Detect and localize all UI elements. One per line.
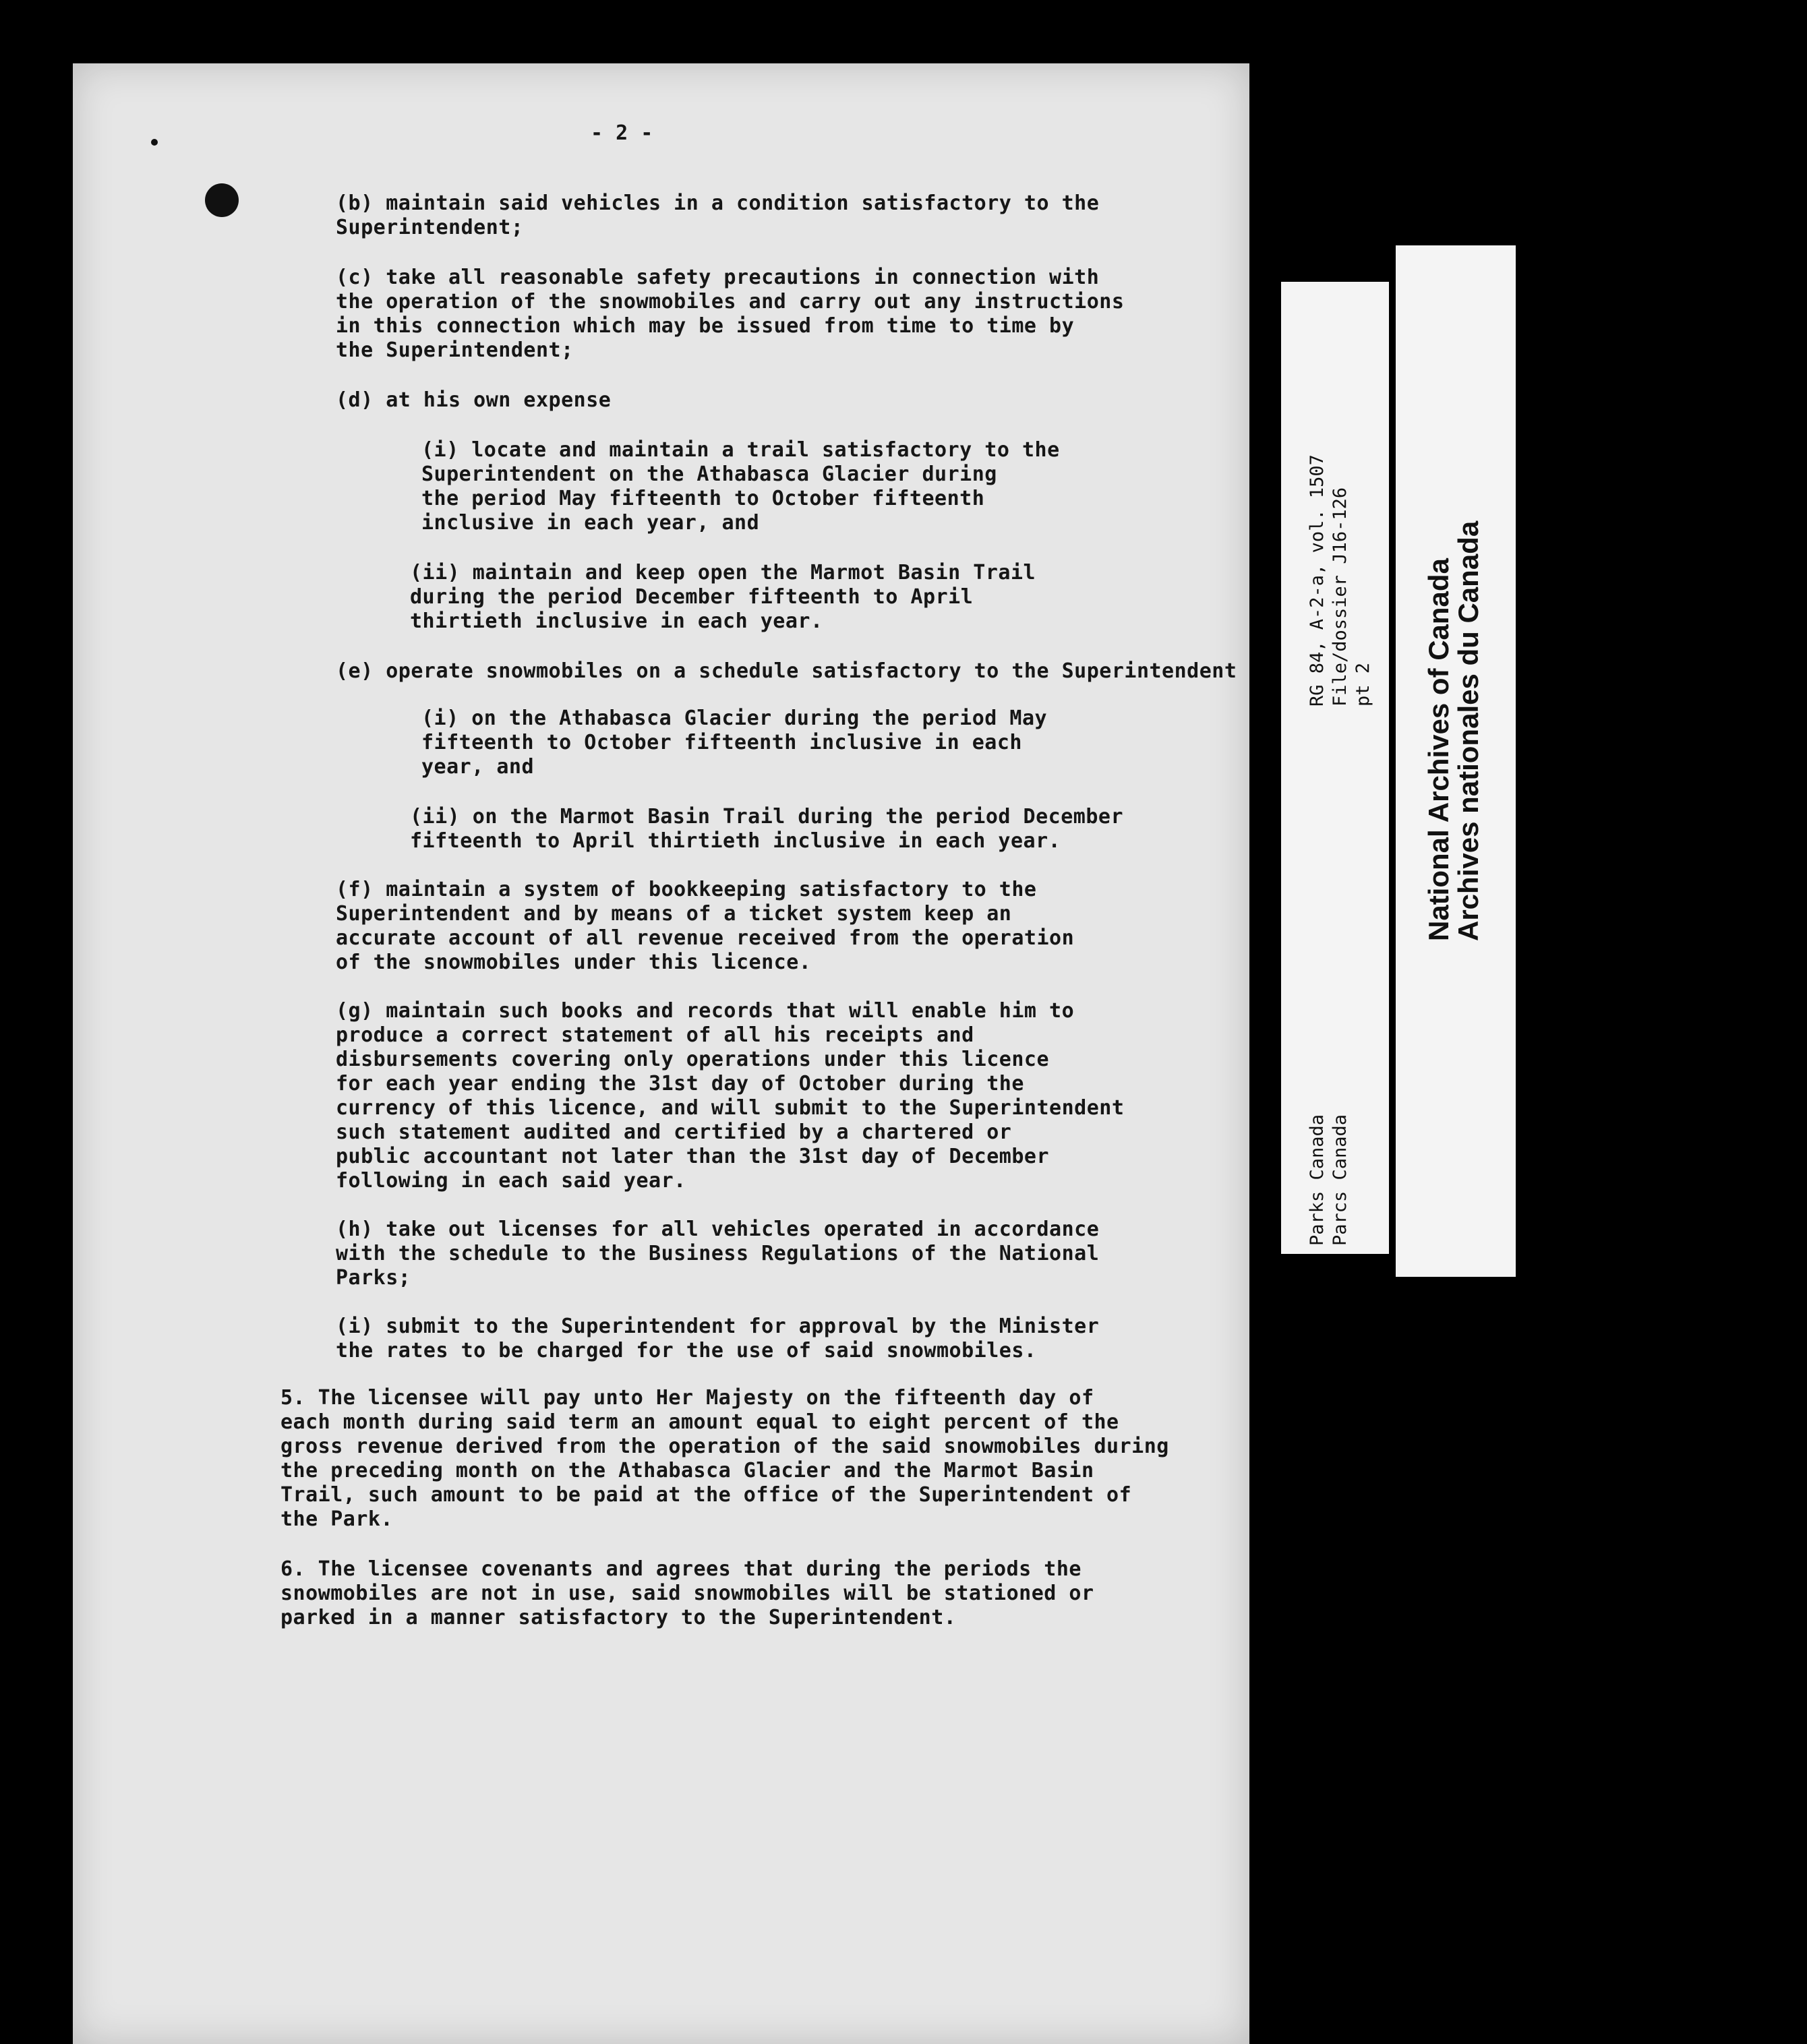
line: Trail, such amount to be paid at the office of the Superintendent of bbox=[280, 1483, 1132, 1507]
archive-reference-label bbox=[1281, 282, 1389, 1254]
line: accurate account of all revenue received from the operation bbox=[336, 926, 1075, 950]
line: (b) maintain said vehicles in a condition satisfactory to the bbox=[336, 191, 1100, 215]
line: (ii) on the Marmot Basin Trail during the period December bbox=[410, 805, 1124, 829]
agency-line: Parks Canada bbox=[1307, 1114, 1328, 1246]
archives-line: Archives nationales du Canada bbox=[1452, 520, 1484, 941]
line: with the schedule to the Business Regulations of the National bbox=[336, 1242, 1100, 1265]
line: (i) submit to the Superintendent for approval by the Minister bbox=[336, 1315, 1100, 1338]
line: (f) maintain a system of bookkeeping satisfactory to the bbox=[336, 878, 1037, 901]
reference-line: pt 2 bbox=[1353, 662, 1373, 707]
line: gross revenue derived from the operation of the said snowmobiles during bbox=[280, 1435, 1169, 1458]
line: (d) at his own expense bbox=[336, 388, 612, 412]
line: public accountant not later than the 31st day of December bbox=[336, 1145, 1050, 1168]
line: 5. The licensee will pay unto Her Majesty on the fifteenth day of bbox=[280, 1386, 1094, 1410]
reference-line: RG 84, A-2-a, vol. 1507 bbox=[1307, 454, 1328, 707]
line: parked in a manner satisfactory to the Superintendent. bbox=[280, 1606, 957, 1629]
line: disbursements covering only operations under this licence bbox=[336, 1048, 1050, 1071]
line: 6. The licensee covenants and agrees that during the periods the bbox=[280, 1557, 1082, 1581]
line: (ii) maintain and keep open the Marmot Basin Trail bbox=[410, 561, 1036, 584]
agency-line: Parcs Canada bbox=[1330, 1114, 1351, 1246]
line: fifteenth to October fifteenth inclusive in each bbox=[421, 731, 1022, 754]
line: (i) locate and maintain a trail satisfactory to the bbox=[421, 438, 1060, 462]
line: (i) on the Athabasca Glacier during the period May bbox=[421, 707, 1048, 730]
line: Superintendent; bbox=[336, 216, 524, 239]
line: the preceding month on the Athabasca Glacier and the Marmot Basin bbox=[280, 1459, 1094, 1482]
archives-line: National Archives of Canada bbox=[1423, 558, 1454, 941]
national-archives-label bbox=[1396, 245, 1516, 1277]
line: of the snowmobiles under this licence. bbox=[336, 951, 812, 974]
line: the Superintendent; bbox=[336, 338, 574, 362]
line: produce a correct statement of all his receipts and bbox=[336, 1023, 974, 1047]
page-number: - 2 - bbox=[591, 121, 653, 145]
line: the period May fifteenth to October fifteenth bbox=[421, 487, 985, 510]
line: during the period December fifteenth to April bbox=[410, 585, 974, 609]
line: in this connection which may be issued from time to time by bbox=[336, 314, 1075, 338]
punch-hole-mark bbox=[205, 183, 239, 217]
page-dot-mark bbox=[151, 139, 158, 146]
line: year, and bbox=[421, 755, 535, 779]
line: the rates to be charged for the use of said snowmobiles. bbox=[336, 1339, 1037, 1362]
line: each month during said term an amount equal to eight percent of the bbox=[280, 1410, 1119, 1434]
line: the operation of the snowmobiles and carry out any instructions bbox=[336, 290, 1125, 313]
line: Superintendent and by means of a ticket system keep an bbox=[336, 902, 1012, 926]
reference-line: File/dossier J16-126 bbox=[1330, 487, 1351, 707]
line: snowmobiles are not in use, said snowmobiles will be stationed or bbox=[280, 1582, 1094, 1605]
line: Superintendent on the Athabasca Glacier during bbox=[421, 462, 997, 486]
line: following in each said year. bbox=[336, 1169, 686, 1193]
line: (e) operate snowmobiles on a schedule satisfactory to the Superintendent bbox=[336, 659, 1237, 683]
line: fifteenth to April thirtieth inclusive in each year. bbox=[410, 829, 1061, 853]
line: (c) take all reasonable safety precautions in connection with bbox=[336, 266, 1100, 289]
line: for each year ending the 31st day of October during the bbox=[336, 1072, 1024, 1095]
line: (g) maintain such books and records that will enable him to bbox=[336, 999, 1075, 1023]
line: such statement audited and certified by a chartered or bbox=[336, 1120, 1012, 1144]
line: inclusive in each year, and bbox=[421, 511, 760, 535]
document-page bbox=[73, 63, 1249, 2044]
line: the Park. bbox=[280, 1507, 394, 1531]
line: thirtieth inclusive in each year. bbox=[410, 609, 823, 633]
line: (h) take out licenses for all vehicles operated in accordance bbox=[336, 1218, 1100, 1241]
line: currency of this licence, and will submit to the Superintendent bbox=[336, 1096, 1125, 1120]
line: Parks; bbox=[336, 1266, 411, 1290]
